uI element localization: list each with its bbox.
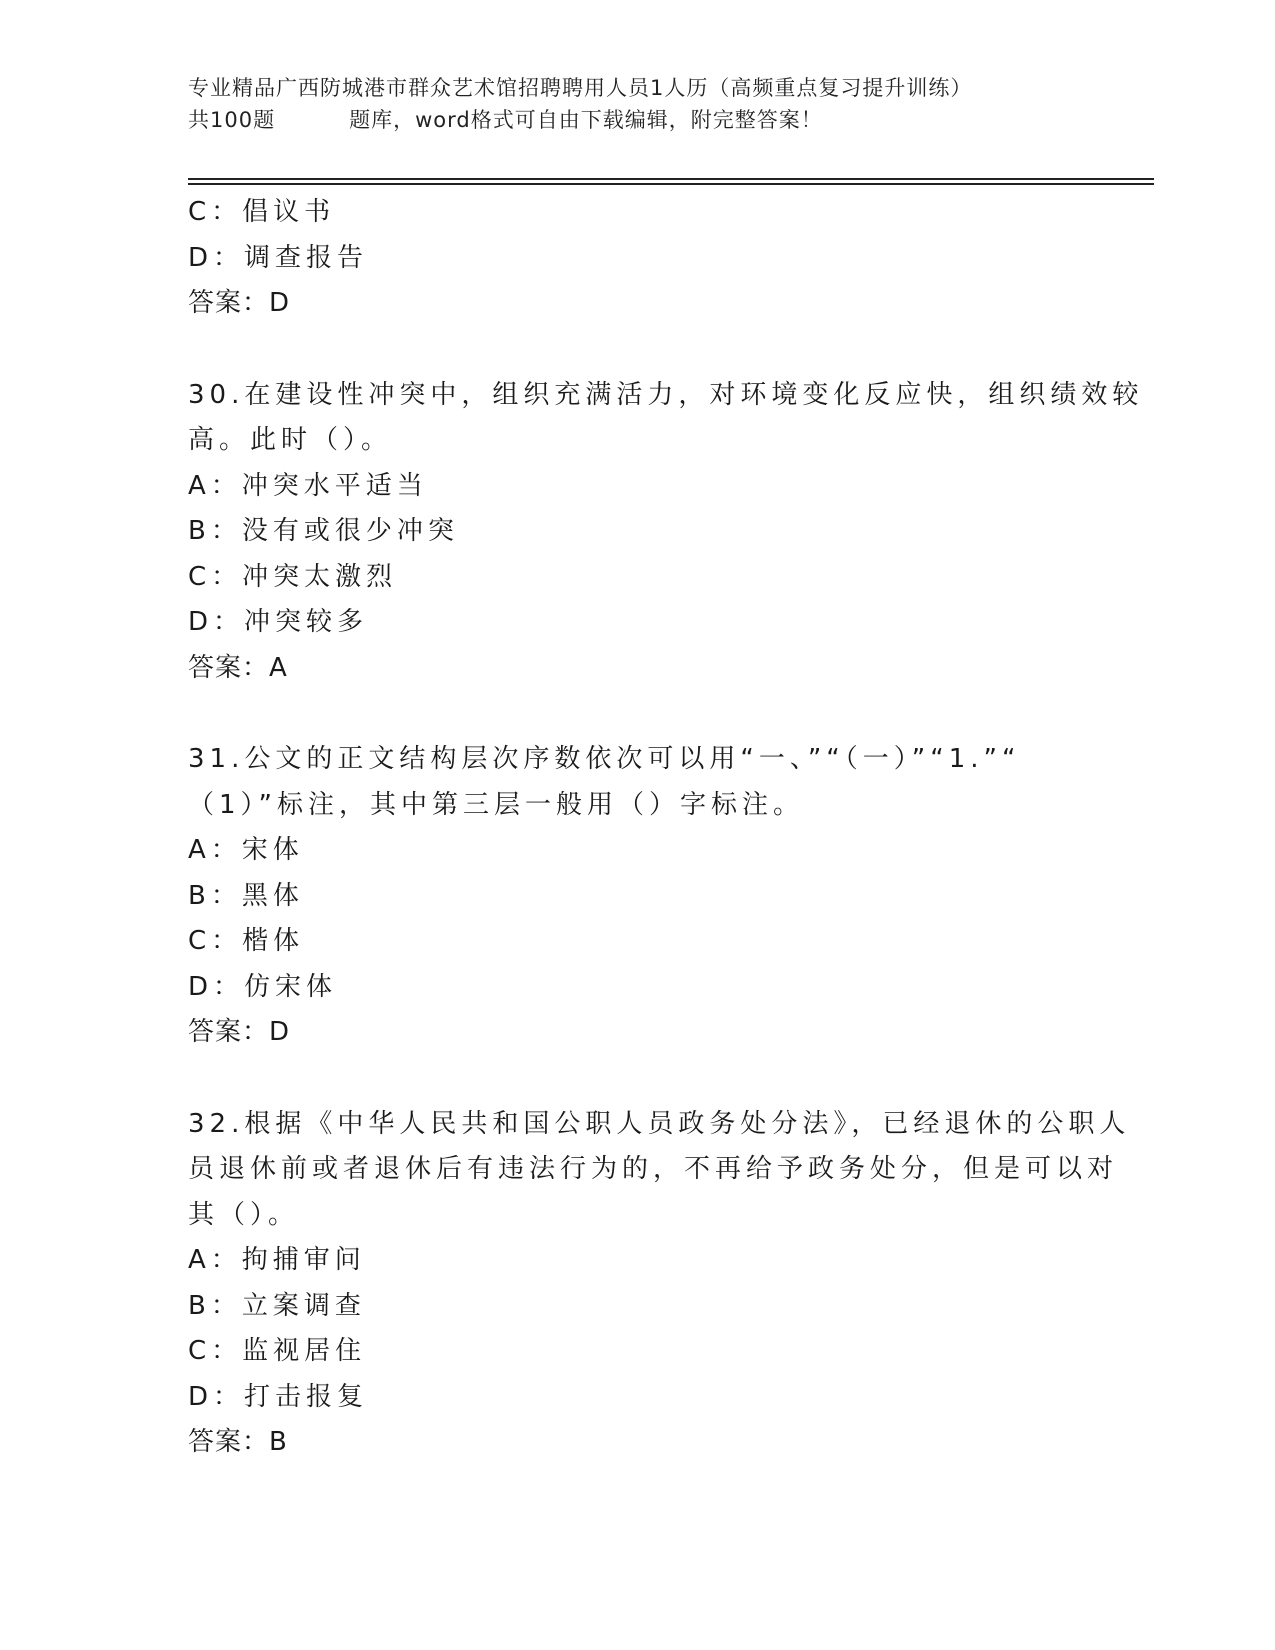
question-stem: 员退休前或者退休后有违法行为的，不再给予政务处分，但是可以对 bbox=[188, 1154, 1119, 1184]
option-line: D：打击报复 bbox=[188, 1381, 369, 1412]
option-line: D：仿宋体 bbox=[188, 971, 338, 1002]
question-stem: 31.公文的正文结构层次序数依次可以用“一、”“（一）”“1.”“ bbox=[188, 744, 1021, 774]
header-subtitle-line bbox=[188, 104, 1088, 136]
option-line: A：冲突水平适当 bbox=[188, 470, 428, 501]
header-question-count: 共100题 bbox=[188, 108, 276, 132]
header-title-line: 专业精品广西防城港市群众艺术馆招聘聘用人员1人历（高频重点复习提升训练） bbox=[188, 76, 973, 100]
question-block bbox=[188, 1102, 1131, 1466]
question-stem: （1）”标注，其中第三层一般用（）字标注。 bbox=[188, 789, 805, 820]
question-stem: 其（）。 bbox=[188, 1199, 300, 1230]
header-description: 题库，word格式可自由下载编辑，附完整答案！ bbox=[349, 108, 823, 132]
option-line: D：冲突较多 bbox=[188, 607, 369, 637]
question-content bbox=[188, 190, 1144, 1466]
question-block bbox=[188, 373, 1144, 692]
question-stem: 32.根据《中华人民共和国公职人员政务处分法》，已经退休的公职人 bbox=[188, 1108, 1131, 1139]
answer-line: 答案：B bbox=[188, 1427, 288, 1457]
header-divider-bottom bbox=[188, 183, 1154, 185]
document-header bbox=[188, 72, 1088, 136]
option-line: A：宋体 bbox=[188, 835, 304, 865]
question-block bbox=[188, 737, 1088, 1056]
answer-line: 答案：D bbox=[188, 288, 291, 318]
question-stem: 高。此时（）。 bbox=[188, 425, 393, 455]
answer-line: 答案：A bbox=[188, 652, 288, 683]
answer-line: 答案：D bbox=[188, 1017, 291, 1047]
header-divider-top bbox=[188, 178, 1154, 180]
option-line: C：倡议书 bbox=[188, 197, 336, 227]
option-line: D：调查报告 bbox=[188, 242, 369, 273]
option-line: C：楷体 bbox=[188, 926, 305, 956]
option-line: B：没有或很少冲突 bbox=[188, 516, 459, 546]
question-stem: 30.在建设性冲突中，组织充满活力，对环境变化反应快，组织绩效较 bbox=[188, 379, 1144, 410]
option-line: B：黑体 bbox=[188, 880, 304, 911]
option-line: A：拘捕审问 bbox=[188, 1245, 366, 1275]
option-line: B：立案调查 bbox=[188, 1290, 366, 1321]
option-line: C：监视居住 bbox=[188, 1336, 367, 1366]
option-line: C：冲突太激烈 bbox=[188, 561, 398, 592]
